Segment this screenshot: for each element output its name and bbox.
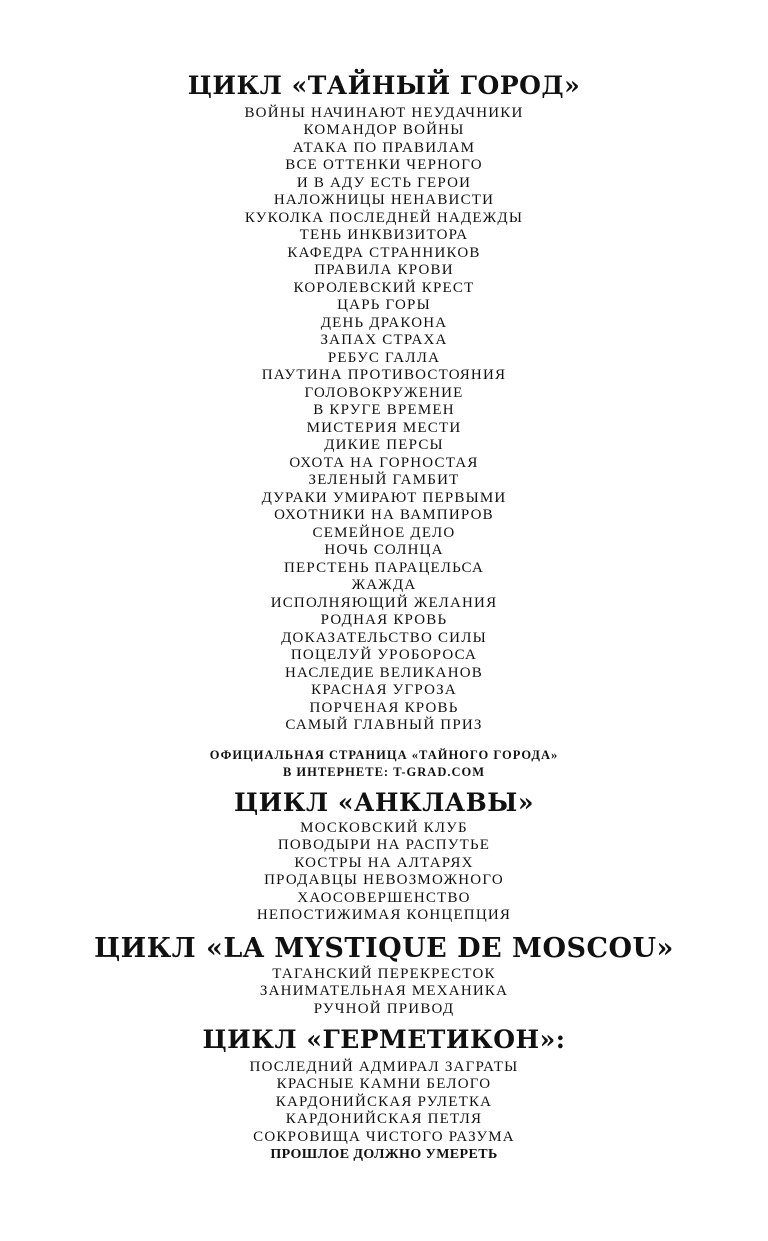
list-item: ГОЛОВОКРУЖЕНИЕ: [304, 384, 464, 401]
list-item: ПОСЛЕДНИЙ АДМИРАЛ ЗАГРАТЫ: [249, 1058, 519, 1075]
list-item: КОМАНДОР ВОЙНЫ: [303, 122, 465, 139]
list-item: ЗАПАХ СТРАХА: [320, 332, 448, 349]
list-item: КОРОЛЕВСКИЙ КРЕСТ: [293, 279, 475, 296]
list-item: КАРДОНИЙСКАЯ РУЛЕТКА: [275, 1093, 493, 1110]
list-item: КРАСНЫЕ КАМНИ БЕЛОГО: [276, 1076, 492, 1093]
list-item: ПАУТИНА ПРОТИВОСТОЯНИЯ: [261, 367, 507, 384]
official-site-note-line1: ОФИЦИАЛЬНАЯ СТРАНИЦА «ТАЙНОГО ГОРОДА»: [209, 747, 559, 762]
list-item: ДОКАЗАТЕЛЬСТВО СИЛЫ: [281, 629, 487, 646]
list-item: КОСТРЫ НА АЛТАРЯХ: [294, 854, 474, 871]
list-item: КУКОЛКА ПОСЛЕДНЕЙ НАДЕЖДЫ: [244, 209, 524, 226]
list-item: САМЫЙ ГЛАВНЫЙ ПРИЗ: [285, 717, 483, 734]
list-item: ПОЦЕЛУЙ УРОБОРОСА: [290, 647, 478, 664]
list-item: РЕБУС ГАЛЛА: [327, 349, 441, 366]
list-item: В КРУГЕ ВРЕМЕН: [313, 402, 455, 419]
list-item: ДИКИЕ ПЕРСЫ: [324, 437, 444, 454]
section-mystique-de-moscou: [0, 933, 768, 1019]
list-item: И В АДУ ЕСТЬ ГЕРОИ: [296, 174, 472, 191]
official-site-note: [0, 747, 768, 781]
list-item: ХАОСОВЕРШЕНСТВО: [297, 889, 471, 906]
list-item: ОХОТНИКИ НА ВАМПИРОВ: [274, 507, 494, 524]
list-item: ЦАРЬ ГОРЫ: [337, 297, 431, 314]
list-item: ДУРАКИ УМИРАЮТ ПЕРВЫМИ: [261, 489, 507, 506]
section-hermeticon: [0, 1026, 768, 1164]
book-list-mystique-de-moscou: [0, 966, 768, 1019]
list-item: СЕМЕЙНОЕ ДЕЛО: [312, 524, 456, 541]
section-heading-enclaves: ЦИКЛ «АНКЛАВЫ»: [234, 787, 534, 817]
list-item: КАРДОНИЙСКАЯ ПЕТЛЯ: [285, 1111, 483, 1128]
list-item: ВСЕ ОТТЕНКИ ЧЕРНОГО: [285, 157, 483, 174]
list-item: ПОРЧЕНАЯ КРОВЬ: [309, 699, 459, 716]
list-item: ВОЙНЫ НАЧИНАЮТ НЕУДАЧНИКИ: [244, 104, 524, 121]
list-item: НЕПОСТИЖИМАЯ КОНЦЕПЦИЯ: [256, 907, 512, 923]
list-item: ТЕНЬ ИНКВИЗИТОРА: [299, 227, 469, 244]
section-secret-city: [0, 72, 768, 781]
list-item: ПРОДАВЦЫ НЕВОЗМОЖНОГО: [264, 872, 504, 888]
list-item: ЗЕЛЕНЫЙ ГАМБИТ: [308, 472, 460, 489]
list-item: ПЕРСТЕНЬ ПАРАЦЕЛЬСА: [283, 559, 485, 576]
list-item: РУЧНОЙ ПРИВОД: [313, 1000, 455, 1017]
list-item: АТАКА ПО ПРАВИЛАМ: [292, 139, 476, 156]
book-list-hermeticon: [0, 1059, 768, 1164]
list-item: ЖАЖДА: [351, 577, 417, 594]
section-enclaves: [0, 789, 768, 925]
official-site-note-line2: В ИНТЕРНЕТЕ: T-GRAD.COM: [282, 764, 486, 779]
list-item: ЗАНИМАТЕЛЬНАЯ МЕХАНИКА: [259, 983, 509, 1000]
list-item: МОСКОВСКИЙ КЛУБ: [300, 819, 468, 836]
list-item: ОХОТА НА ГОРНОСТАЯ: [289, 454, 479, 471]
list-item: СОКРОВИЩА ЧИСТОГО РАЗУМА: [253, 1128, 515, 1145]
section-heading-secret-city: ЦИКЛ «ТАЙНЫЙ ГОРОД»: [187, 71, 581, 100]
list-item: ТАГАНСКИЙ ПЕРЕКРЕСТОК: [272, 965, 496, 982]
list-item: ПОВОДЫРИ НА РАСПУТЬЕ: [277, 837, 491, 853]
list-item: КРАСНАЯ УГРОЗА: [311, 682, 457, 699]
section-heading-hermeticon: ЦИКЛ «ГЕРМЕТИКОН»:: [202, 1025, 566, 1055]
list-item: НАЛОЖНИЦЫ НЕНАВИСТИ: [273, 192, 495, 209]
list-item: ДЕНЬ ДРАКОНА: [320, 314, 448, 331]
section-heading-mystique-de-moscou: ЦИКЛ «LA MYSTIQUE DE MOSCOU»: [94, 932, 674, 964]
list-item: РОДНАЯ КРОВЬ: [320, 612, 448, 629]
list-item: МИСТЕРИЯ МЕСТИ: [306, 419, 462, 436]
book-list-enclaves: [0, 820, 768, 925]
list-item: НАСЛЕДИЕ ВЕЛИКАНОВ: [285, 664, 483, 681]
list-item-final: ПРОШЛОЕ ДОЛЖНО УМЕРЕТЬ: [270, 1147, 498, 1163]
book-list-secret-city: [0, 105, 768, 735]
list-item: ИСПОЛНЯЮЩИЙ ЖЕЛАНИЯ: [270, 594, 498, 611]
list-item: НОЧЬ СОЛНЦА: [324, 542, 444, 559]
list-item: ПРАВИЛА КРОВИ: [314, 262, 454, 279]
list-item: КАФЕДРА СТРАННИКОВ: [287, 244, 481, 261]
